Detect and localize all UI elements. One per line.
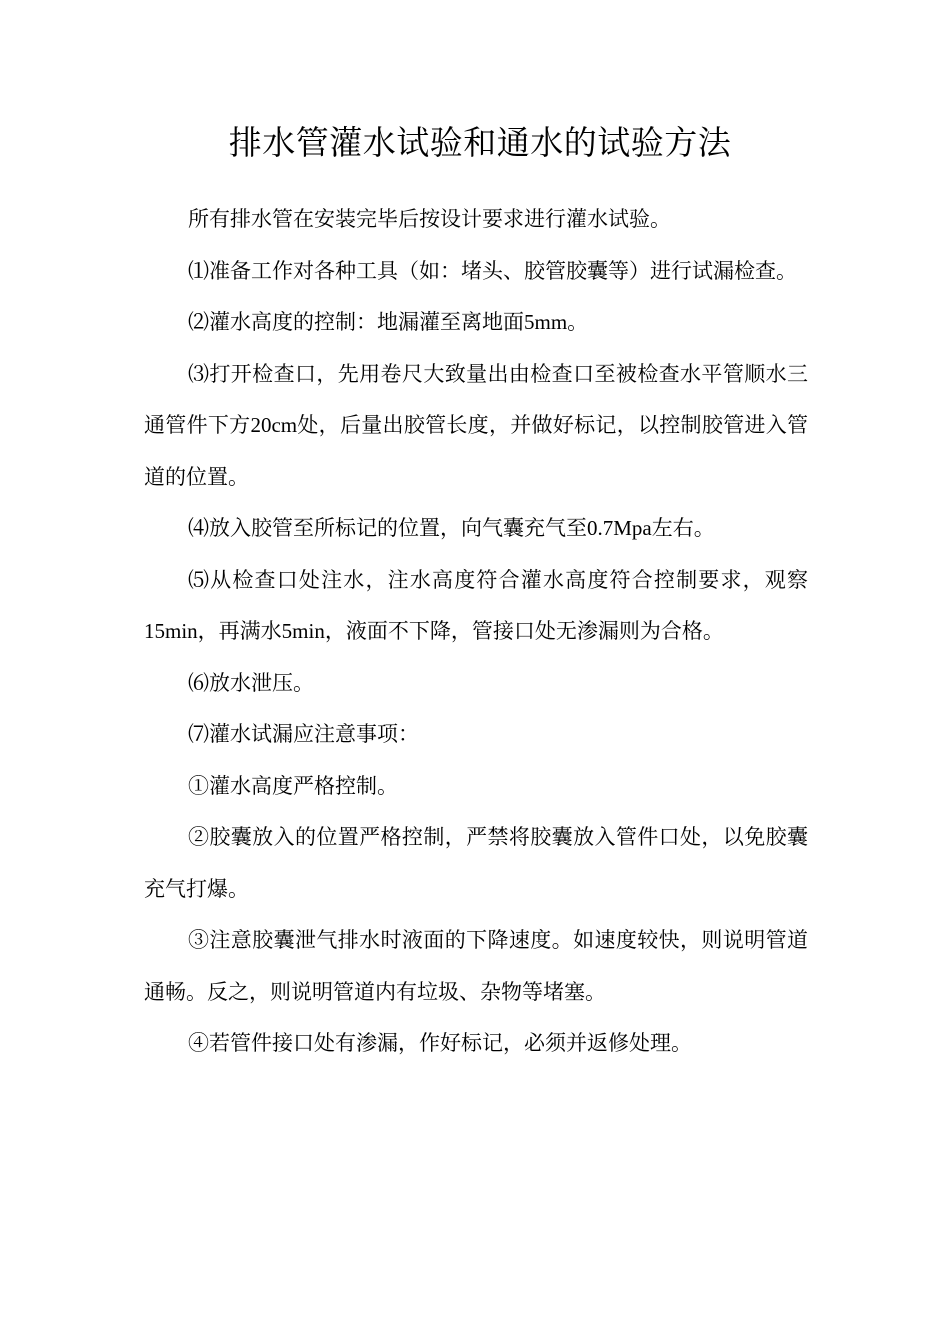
paragraph-note-1: ①灌水高度严格控制。: [188, 773, 398, 798]
paragraph-step-5: ⑸从检查口处注水，注水高度符合灌水高度符合控制要求，观察15min，再满水5min，液面不下降，管接口处无渗漏则为合格。: [144, 567, 808, 643]
paragraph-step-2: ⑵灌水高度的控制：地漏灌至离地面5mm。: [188, 310, 589, 334]
paragraph-note-4: ④若管件接口处有渗漏，作好标记，必须并返修处理。: [188, 1031, 692, 1055]
document-body: [144, 194, 808, 1070]
paragraph-step-1: ⑴准备工作对各种工具（如：堵头、胶管胶囊等）进行试漏检查。: [188, 258, 797, 283]
paragraph-note-3: ③注意胶囊泄气排水时液面的下降速度。如速度较快，则说明管道通畅。反之，则说明管道内有垃圾、杂物等堵塞。: [144, 928, 808, 1004]
paragraph-note-2: ②胶囊放入的位置严格控制，严禁将胶囊放入管件口处，以免胶囊充气打爆。: [144, 825, 808, 901]
paragraph-intro: 所有排水管在安装完毕后按设计要求进行灌水试验。: [188, 207, 671, 231]
paragraph-step-3: ⑶打开检查口，先用卷尺大致量出由检查口至被检查水平管顺水三通管件下方20cm处，后量出胶管长度，并做好标记，以控制胶管进入管道的位置。: [144, 361, 808, 489]
paragraph-step-6: ⑹放水泄压。: [188, 670, 314, 695]
paragraph-step-7: ⑺灌水试漏应注意事项：: [188, 722, 419, 746]
paragraph-step-4: ⑷放入胶管至所标记的位置，向气囊充气至0.7Mpa左右。: [188, 516, 715, 540]
document-title: 排水管灌水试验和通水的试验方法: [228, 126, 732, 162]
